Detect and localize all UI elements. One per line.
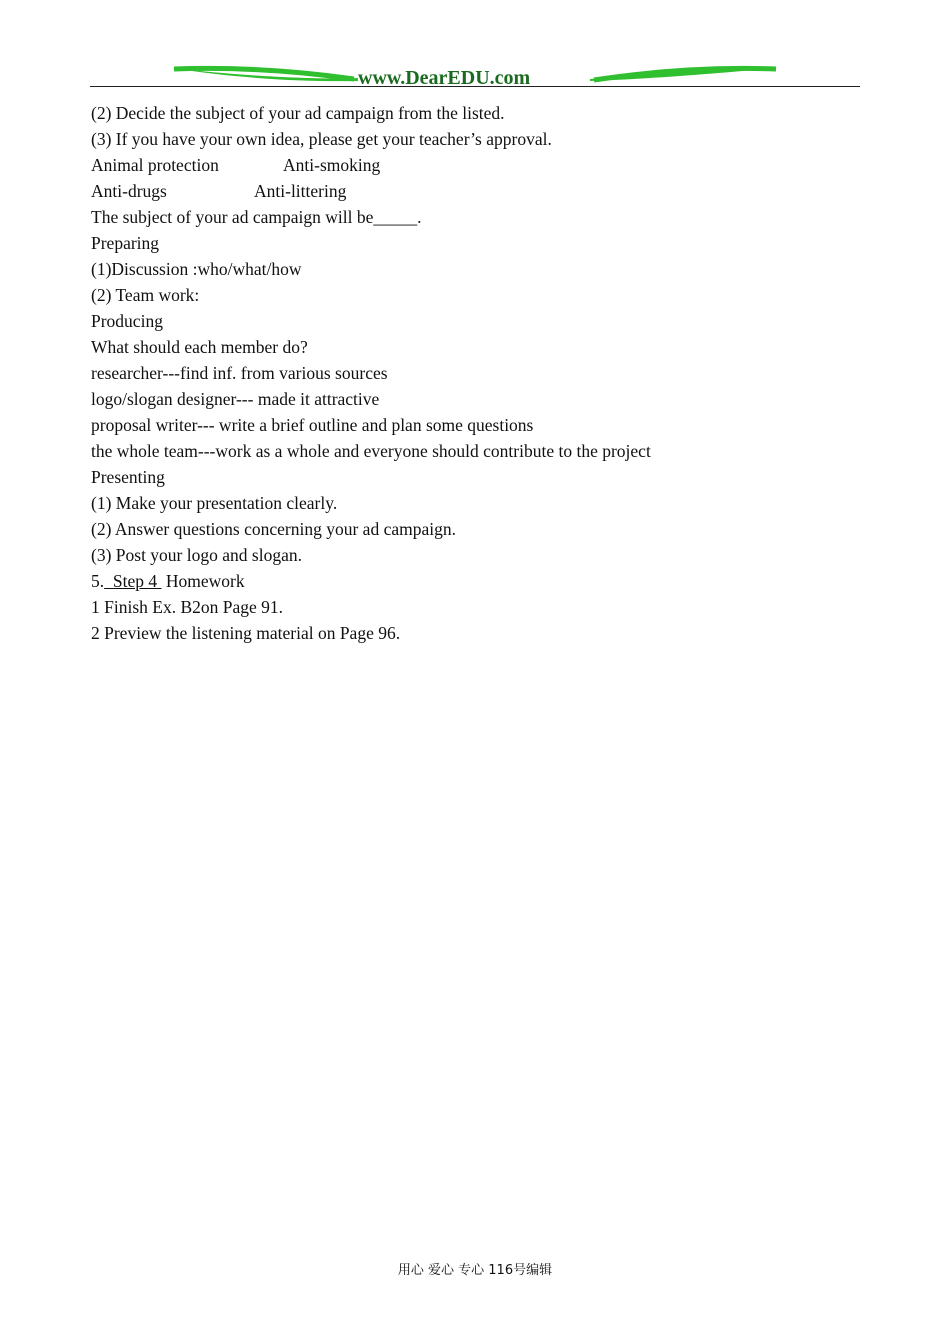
topic-option: Anti-smoking: [283, 155, 381, 175]
text-line: 1 Finish Ex. B2on Page 91.: [91, 597, 284, 617]
logo-text: www.DearEDU.com: [358, 67, 531, 89]
text-line: (3) If you have your own idea, please get your teacher’s approval.: [91, 129, 552, 149]
text-line: researcher---find inf. from various sources: [91, 363, 388, 383]
topic-options-row-2: [91, 178, 871, 204]
page-footer: 用心 爱心 专心 116号编辑: [397, 1263, 553, 1278]
text-line: (2) Decide the subject of your ad campaign from the listed.: [91, 103, 505, 123]
topic-option: Animal protection: [91, 155, 219, 175]
text-line: 2 Preview the listening material on Page 96.: [91, 623, 401, 643]
text-line: (1)Discussion :who/what/how: [91, 259, 302, 279]
text-line: (1) Make your presentation clearly.: [91, 493, 338, 513]
text-line: (2) Team work:: [91, 285, 200, 305]
step-heading: [91, 568, 871, 594]
topic-option: Anti-littering: [254, 181, 347, 201]
section-heading: Presenting: [91, 467, 165, 487]
text-line: the whole team---work as a whole and everyone should contribute to the project: [91, 441, 651, 461]
text-line: proposal writer--- write a brief outline and plan some questions: [91, 415, 534, 435]
text-line: (2) Answer questions concerning your ad campaign.: [91, 519, 456, 539]
text-line: (3) Post your logo and slogan.: [91, 545, 302, 565]
section-heading: Producing: [91, 311, 163, 331]
topic-options-row-1: [91, 152, 871, 178]
header-divider: [90, 86, 860, 87]
step-title: Homework: [161, 571, 245, 591]
step-number: 5.: [91, 571, 105, 591]
section-heading: Preparing: [91, 233, 160, 253]
document-body: [91, 100, 871, 646]
step-label: Step 4: [104, 571, 162, 591]
topic-option: Anti-drugs: [91, 181, 167, 201]
text-line: logo/slogan designer--- made it attractive: [91, 389, 380, 409]
text-line: What should each member do?: [91, 337, 308, 357]
text-line: The subject of your ad campaign will be_____.: [91, 207, 422, 227]
